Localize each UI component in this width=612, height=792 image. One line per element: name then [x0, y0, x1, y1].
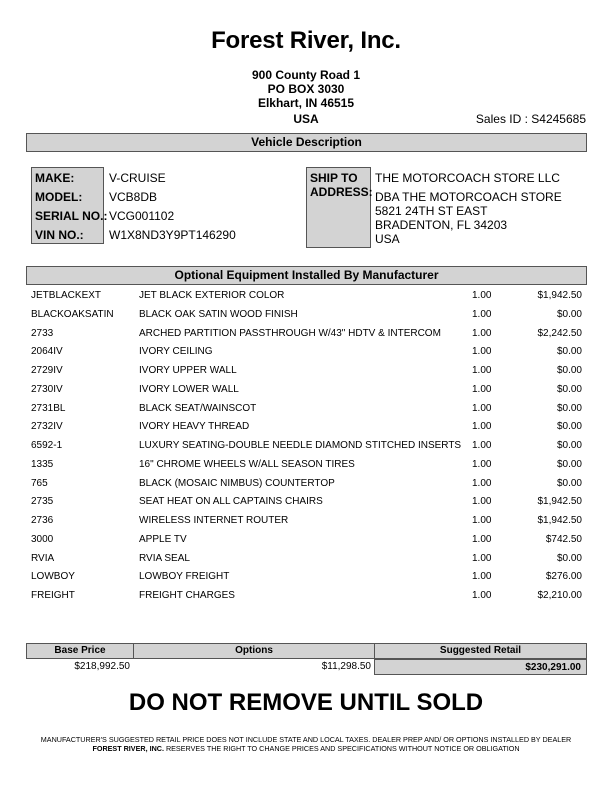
- address-line-4: USA: [293, 112, 319, 126]
- option-row: [0, 365, 612, 383]
- option-quantity: 1.00: [472, 346, 492, 358]
- model-value: VCB8DB: [109, 190, 158, 204]
- option-description: SEAT HEAT ON ALL CAPTAINS CHAIRS: [139, 496, 323, 508]
- option-description: FREIGHT CHARGES: [139, 590, 235, 601]
- suggested-retail-header: Suggested Retail: [374, 643, 587, 659]
- base-price-value: $218,992.50: [74, 661, 130, 672]
- sales-id: Sales ID : S4245685: [475, 112, 586, 126]
- option-price: $2,210.00: [537, 590, 582, 601]
- option-description: APPLE TV: [139, 533, 187, 545]
- option-quantity: 1.00: [472, 515, 492, 526]
- vehicle-description-header: Vehicle Description: [26, 133, 587, 152]
- option-quantity: 1.00: [472, 458, 492, 470]
- option-code: FREIGHT: [31, 590, 75, 601]
- address-line-3: Elkhart, IN 46515: [257, 96, 355, 110]
- option-description: JET BLACK EXTERIOR COLOR: [139, 290, 285, 301]
- option-description: 16" CHROME WHEELS W/ALL SEASON TIRES: [139, 458, 355, 470]
- option-row: [0, 553, 612, 571]
- option-price: $0.00: [556, 365, 582, 376]
- option-quantity: 1.00: [472, 383, 492, 395]
- option-code: LOWBOY: [31, 571, 75, 583]
- option-price: $0.00: [556, 477, 582, 489]
- option-row: [0, 440, 612, 458]
- optional-equipment-header: Optional Equipment Installed By Manufacturer: [26, 266, 587, 285]
- option-code: 2733: [31, 327, 54, 339]
- option-quantity: 1.00: [472, 290, 492, 301]
- option-row: [0, 478, 612, 496]
- option-description: BLACK SEAT/WAINSCOT: [139, 402, 257, 414]
- option-price: $0.00: [556, 383, 582, 395]
- option-price: $742.50: [545, 533, 582, 545]
- option-price: $0.00: [556, 346, 582, 358]
- option-row: [0, 384, 612, 402]
- option-quantity: 1.00: [472, 365, 492, 376]
- serial-label: SERIAL NO.:: [35, 209, 108, 223]
- option-code: RVIA: [31, 552, 55, 564]
- option-code: 6592-1: [31, 440, 63, 451]
- option-quantity: 1.00: [472, 402, 492, 414]
- ship-to-label: SHIP TO: [310, 171, 358, 185]
- ship-to-line-4: BRADENTON, FL 34203: [375, 218, 508, 232]
- suggested-retail-value: $230,291.00: [374, 659, 587, 675]
- option-description: LOWBOY FREIGHT: [139, 571, 230, 583]
- option-description: RVIA SEAL: [139, 552, 190, 564]
- model-label: MODEL:: [35, 190, 83, 204]
- option-code: JETBLACKEXT: [31, 290, 102, 301]
- option-quantity: 1.00: [472, 552, 492, 564]
- disclaimer-line-1: MANUFACTURER'S SUGGESTED RETAIL PRICE DOES NOT INCLUDE STATE AND LOCAL TAXES. DEALER PREP AND/ OR OPTIONS INSTALLED BY DEALER: [40, 735, 572, 744]
- option-code: 2736: [31, 515, 54, 526]
- option-code: 2729IV: [31, 365, 63, 376]
- option-code: 2732IV: [31, 421, 63, 433]
- option-price: $0.00: [556, 308, 582, 320]
- option-row: [0, 496, 612, 514]
- disclaimer-line-2: [0, 744, 612, 753]
- option-description: BLACK (MOSAIC NIMBUS) COUNTERTOP: [139, 477, 335, 489]
- option-price: $0.00: [556, 552, 582, 564]
- option-description: IVORY LOWER WALL: [139, 383, 239, 395]
- option-price: $276.00: [545, 571, 582, 583]
- ship-to-line-2: DBA THE MOTORCOACH STORE: [375, 190, 562, 204]
- option-row: [0, 590, 612, 608]
- option-price: $0.00: [556, 458, 582, 470]
- option-row: [0, 459, 612, 477]
- option-quantity: 1.00: [472, 496, 492, 508]
- make-value: V-CRUISE: [109, 171, 166, 185]
- option-quantity: 1.00: [472, 533, 492, 545]
- option-price: $0.00: [556, 421, 582, 433]
- ship-to-line-1: THE MOTORCOACH STORE LLC: [375, 171, 560, 185]
- option-description: IVORY CEILING: [139, 346, 213, 358]
- vin-label: VIN NO.:: [35, 228, 84, 242]
- disclaimer-company: FOREST RIVER, INC.: [92, 744, 164, 753]
- option-price: $1,942.50: [537, 290, 582, 301]
- company-name: Forest River, Inc.: [211, 27, 401, 54]
- option-description: WIRELESS INTERNET ROUTER: [139, 515, 289, 526]
- disclaimer-text: RESERVES THE RIGHT TO CHANGE PRICES AND SPECIFICATIONS WITHOUT NOTICE OR OBLIGATION: [163, 744, 520, 753]
- option-code: 2731BL: [31, 402, 66, 414]
- option-row: [0, 290, 612, 308]
- option-row: [0, 571, 612, 589]
- ship-to-line-3: 5821 24TH ST EAST: [375, 204, 488, 218]
- vin-value: W1X8ND3Y9PT146290: [109, 228, 236, 242]
- option-description: IVORY UPPER WALL: [139, 365, 237, 376]
- make-label: MAKE:: [35, 171, 75, 185]
- address-line-1: 900 County Road 1: [251, 68, 361, 82]
- address-line-2: PO BOX 3030: [267, 82, 345, 96]
- option-quantity: 1.00: [472, 440, 492, 451]
- option-description: LUXURY SEATING-DOUBLE NEEDLE DIAMOND STITCHED INSERTS: [139, 440, 462, 451]
- option-row: [0, 403, 612, 421]
- option-code: 2064IV: [31, 346, 63, 358]
- option-description: ARCHED PARTITION PASSTHROUGH W/43" HDTV & INTERCOM: [139, 327, 441, 339]
- option-code: 765: [31, 477, 48, 489]
- option-code: 3000: [31, 533, 54, 545]
- option-row: [0, 421, 612, 439]
- option-quantity: 1.00: [472, 421, 492, 433]
- option-row: [0, 328, 612, 346]
- do-not-remove-notice: DO NOT REMOVE UNTIL SOLD: [128, 689, 484, 716]
- option-price: $1,942.50: [537, 515, 582, 526]
- option-price: $0.00: [556, 402, 582, 414]
- option-quantity: 1.00: [472, 327, 492, 339]
- option-price: $0.00: [556, 440, 582, 451]
- option-price: $1,942.50: [537, 496, 582, 508]
- option-row: [0, 346, 612, 364]
- option-code: 1335: [31, 458, 54, 470]
- option-row: [0, 309, 612, 327]
- pricing-table: [26, 643, 587, 675]
- serial-value: VCG001102: [109, 209, 175, 223]
- option-quantity: 1.00: [472, 308, 492, 320]
- ship-to-line-5: USA: [375, 232, 400, 246]
- option-description: BLACK OAK SATIN WOOD FINISH: [139, 308, 298, 320]
- option-quantity: 1.00: [472, 571, 492, 583]
- options-value: $11,298.50: [321, 661, 371, 672]
- option-code: 2735: [31, 496, 54, 508]
- option-quantity: 1.00: [472, 590, 492, 601]
- ship-to-address-label: ADDRESS:: [310, 185, 373, 199]
- option-description: IVORY HEAVY THREAD: [139, 421, 250, 433]
- option-code: BLACKOAKSATIN: [31, 308, 114, 320]
- option-quantity: 1.00: [472, 477, 492, 489]
- option-code: 2730IV: [31, 383, 63, 395]
- option-price: $2,242.50: [537, 327, 582, 339]
- option-row: [0, 515, 612, 533]
- base-price-header: Base Price: [26, 643, 134, 659]
- option-row: [0, 534, 612, 552]
- options-header: Options: [133, 643, 375, 659]
